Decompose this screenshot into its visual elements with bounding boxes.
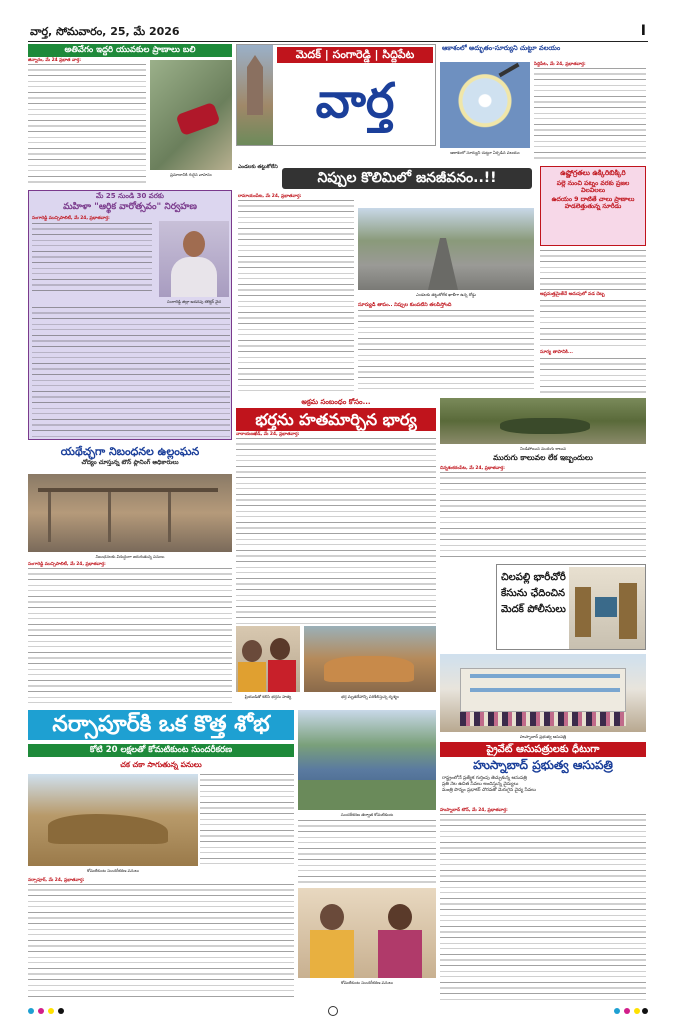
body-text-narsapur-1 [200, 774, 294, 864]
dateline: సిద్దిపేట, మే 24, ప్రభాతవార్త: [534, 62, 586, 67]
hospital-story [440, 742, 646, 1000]
drain-story [440, 398, 646, 560]
accident-photo [150, 60, 232, 170]
left-top-story [28, 44, 232, 186]
dateline: సంగారెడ్డి మున్సిపాలిటీ, మే 24, ప్రభాతవార్త: [28, 562, 106, 567]
police-photo [569, 567, 645, 649]
lake-photo-1 [28, 774, 198, 866]
page-marker: I [640, 24, 646, 39]
headline-crime: భర్తను హతమార్చిన భార్య [236, 408, 436, 432]
caption-lake-2: సుందరీకరణ తర్వాత కోమటికుంట [340, 812, 394, 817]
dateline: నారాయణఖేడ్, మే 24, ప్రభాతవార్త: [236, 432, 300, 437]
lake-photo-2 [298, 710, 436, 810]
subhead-narsapur-1: కోటి 20 లక్షలతో కోమటికుంట సుందరీకరణ [28, 744, 294, 757]
empty-road-photo [358, 208, 534, 290]
print-registration-marks [28, 1006, 648, 1016]
caption-halo: ఆకాశంలో సూర్యుని చుట్టూ ఏర్పడిన వలయం [450, 150, 520, 155]
crime-scene-photo [304, 626, 436, 692]
body-text [32, 223, 152, 293]
bullet-1: రాష్ట్రంలోనే ప్రత్యేక గుర్తింపు తెచ్చుకున్న ఆసుపత్రి [442, 776, 527, 782]
subhead-violation: చోద్యం చూస్తున్న టౌన్ ప్లానింగ్ అధికారులు [81, 459, 179, 467]
body-text [28, 64, 146, 184]
construction-photo [28, 474, 232, 552]
hospital-photo [440, 654, 646, 732]
body-text [440, 472, 646, 558]
region-names: మెదక్ | సంగారెడ్డి | సిద్దిపేట [277, 47, 433, 63]
dateline: నర్సాపూర్, మే 24, ప్రభాతవార్త: [28, 878, 85, 883]
body-text-2 [358, 310, 534, 394]
regional-banner [236, 44, 436, 146]
kicker-crime: అక్రమ సంబంధం కోసం... [236, 398, 436, 408]
headline-heat: నిప్పుల కొలిమిలో జనజీవనం..!! [282, 168, 532, 189]
headline-violation: యథేచ్ఛగా నిబంధనల ఉల్లంఘన [60, 445, 200, 458]
dateline: జిన్నారం, మే 24 ప్రభాత వార్త: [28, 58, 81, 63]
body-text-narsapur-3 [28, 884, 294, 1000]
headline-theft-3: మెదక్ పోలీసులు [501, 604, 566, 615]
church-photo [237, 45, 273, 146]
body-text-narsapur-2 [298, 820, 436, 886]
caption-collector: సంగారెడ్డి జిల్లా అదనపు కలెక్టర్ వైద [167, 299, 221, 304]
caption-lake-1: కోమటికుంట సుందరీకరణ పనులు [87, 868, 139, 873]
subhead-a: అప్రమత్తమైతేనే అదుపులో వడ దెబ్బ [540, 292, 605, 297]
theft-case-box [496, 564, 646, 650]
caption-accident: ప్రమాదానికి గురైన వాహనం [170, 172, 212, 177]
narsapur-story [28, 710, 436, 1000]
kicker-heat: ఎండలకు తట్టుకోలేని [238, 164, 278, 170]
body-text [534, 68, 646, 162]
headline-drain: మురుగు కాలువల లేక ఇబ్బందులు [493, 453, 593, 462]
murder-story [236, 398, 436, 704]
caption-accused: ప్రియుడితో కలిసి భర్తను హత్య [244, 694, 292, 699]
drain-photo [440, 398, 646, 444]
caption-drain: నిండిపోయిన మురుగు కాలువ [520, 446, 566, 451]
halo-photo [440, 62, 530, 148]
headline-theft-2: కేసును ఛేదించిన [501, 588, 566, 599]
heat-feature [236, 150, 536, 396]
dateline: చిన్నశంకరంపేట, మే 24, ప్రభాతవార్త: [440, 466, 505, 471]
headline-hospital-2: హుస్నాబాద్ ప్రభుత్వ ఆసుపత్రి [473, 758, 613, 772]
women-week-story [28, 190, 232, 440]
bullet-2: ప్రతి నెల ఉచిత సేవలు అందిస్తున్న వైద్యులు [442, 782, 519, 788]
caption-construction: నిబంధనలకు విరుద్ధంగా జరుగుతున్న పనులు [95, 554, 165, 559]
subhead-sun: సూర్యుడి తాపం.. నిప్పుల కుంపటిని తలపిస్తోంది [358, 302, 452, 308]
headline-halo: ఆకాశంలో అద్భుతం-సూర్యుని చుట్టూ వలయం [442, 44, 561, 52]
bullet-3: మంత్రి పొన్నం ప్రభాకర్ చొరవతో మెరుగైన వైద్య సేవలు [442, 788, 536, 794]
dateline-bar [28, 24, 648, 42]
pink-line-3: ఉదయం 9 దాటితే చాలు ప్రాణాలు హడలెత్తుతున్న సూరీడు [551, 196, 635, 211]
vaartha-logo: వార్త [315, 73, 395, 129]
headline-theft-1: చిలపల్లి భారీచోరీ [501, 572, 566, 583]
body-text-2 [32, 307, 230, 437]
dateline: సంగారెడ్డి మున్సిపాలిటీ, మే 24, ప్రభాతవార్త: [32, 215, 110, 221]
body-text [440, 814, 646, 1000]
headline-women-week: మహిళా "ఆర్థిక వారోత్సవం" నిర్వహణ [63, 201, 197, 212]
body-text [236, 438, 436, 624]
headline-accident: అతివేగం ఇద్దరి యువకుల ప్రాణాలు బలి [28, 44, 232, 57]
caption-road: ఎండలకు తట్టుకోలేక ఖాళీగా ఉన్న రోడ్డు [415, 292, 477, 297]
body-text-2 [540, 300, 646, 348]
dateline: రామాయంపేట, మే 24, ప్రభాతవార్త: [238, 194, 302, 199]
pink-line-1: ఉష్ణోగ్రతలు ఉక్కిరిబిక్కిరి [560, 169, 626, 177]
dateline: హుస్నాబాద్ టౌన్, మే 24, ప్రభాతవార్త: [440, 808, 508, 813]
body-text [28, 568, 232, 704]
caption-scene: భర్త మృతదేహాన్ని పరిశీలిస్తున్న దృశ్యం [341, 694, 399, 699]
body-text-3 [540, 358, 646, 396]
body-text [540, 250, 646, 290]
collector-photo [159, 221, 229, 297]
violation-story [28, 444, 232, 706]
headline-hospital-1: ప్రైవేట్ ఆసుపత్రులకు ధీటుగా [440, 742, 646, 757]
accused-photo [236, 626, 300, 692]
body-text [238, 200, 354, 394]
pink-line-2: పల్లె నుంచి పట్నం వరకు ప్రజల విలవిలలు [556, 179, 630, 194]
subhead-dates: మే 25 నుండి 30 వరకు [96, 192, 164, 200]
caption-hospital: హుస్నాబాద్ ప్రభుత్వ ఆసుపత్రి [519, 734, 567, 739]
halo-story [440, 44, 646, 164]
heat-continued [540, 250, 646, 396]
heat-pink-box [540, 166, 646, 246]
official-photo [298, 888, 436, 978]
caption-official: కోమటికుంట సుందరీకరణ పనులు [341, 980, 393, 985]
subhead-b: సూర్య తాపానికి... [540, 350, 574, 355]
issue-date: వార్త, సోమవారం, 25, మే 2026 [30, 25, 180, 38]
headline-narsapur: నర్సాపూర్‌కి ఒక కొత్త శోభ [28, 710, 294, 740]
subhead-narsapur-2: చక చకా సాగుతున్న పనులు [120, 760, 202, 769]
